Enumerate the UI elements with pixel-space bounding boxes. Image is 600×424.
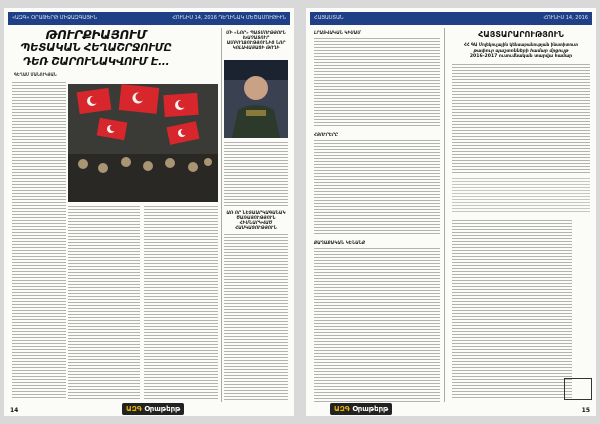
sidebar-text-2 <box>224 234 288 400</box>
page-number-left: 14 <box>10 407 19 414</box>
headline-line-2: ՊԵՏԱԿԱՆ ՀԵՂԱՇՐՋՈՒՄԸ <box>20 42 172 54</box>
news-text-2 <box>314 140 440 236</box>
header-left-text: «ԱԶԳ» ՕՐԱԹԵՐԹ ՄԻՋԱԶԳԱՅԻՆ <box>12 15 97 21</box>
protest-photo-art <box>68 84 218 202</box>
newspaper-page-right <box>306 8 596 416</box>
newspaper-logo-right <box>330 403 392 415</box>
newspaper-logo-left <box>122 403 184 415</box>
announcement-list <box>452 220 572 400</box>
sidebar-text-1 <box>224 142 288 206</box>
article-column-3 <box>144 206 218 400</box>
header-right-text: ՀՈՒՆԻՍ 14, 2016 ԴԵՂԻՆԱԿ ՄԵԾԱՄՈՒԹԻՒՆ <box>172 15 286 21</box>
announcement-title: ՀԱՅՏԱՐԱՐՈՒԹՅՈՒՆ <box>478 30 564 39</box>
announcement-subtitle-2: թափուր պաշտոնների համար մրցույթ <box>473 48 569 53</box>
page-number-right: 15 <box>581 407 590 414</box>
logo-mark: ԱԶԳ <box>126 405 142 413</box>
sidebar-title-2: ԱՌ ՈՐ ՆԵՏԱԱՐԿԱԳԱՆԱԿ ԾԱՌԱՅՈՒԹՅՈՒՆ ՀԻՄՆԱՐԿՎԱԾ ՀԱՍԿԱՑՈՒԹՅՈՒՆ <box>226 210 286 230</box>
byline: ԳԵՂԱՄ ՄԱՆՈՒԿՅԱՆ <box>14 72 57 77</box>
logo-tail-right: Օրաթերթ <box>352 405 389 413</box>
column-divider <box>221 28 222 402</box>
contact-box <box>564 378 592 400</box>
news-text-3 <box>314 248 440 402</box>
protest-photo <box>68 84 218 202</box>
announcement-body <box>452 64 590 174</box>
official-portrait <box>224 60 288 138</box>
section-title-2: ՀՅՈՒՐԵՐԸ <box>314 132 339 137</box>
page-header-left <box>8 12 290 25</box>
section-title-1: ԼՐԱՏՎԱԿԱՆ ԿԻՍԱՄ <box>314 30 361 35</box>
article-column-1 <box>12 82 66 400</box>
announcement-subtitle-1: ՀՀ ԳԱ Մոլեկուլային կենսաբանության ինստիտուտ <box>464 42 578 47</box>
article-column-2 <box>68 206 140 400</box>
header-left-text-right: ՀԱՅԱՍՏԱՆ <box>314 15 344 21</box>
sidebar-title: ՄԻ «ՆՈՐ» ՊԱՏՄՈՒԹՅՈՒՆ ԽԱՉԱՏՈՒՐ ԱՄԲՈՂՋՈՒԹՅՈՒՆԻՑ ՆՈՐ ԿՈԼԱՎԱՅԱՑԻ ԹՈՂԻ <box>226 30 286 50</box>
column-divider-right <box>444 28 445 402</box>
logo-tail: Օրաթերթ <box>144 405 181 413</box>
newspaper-page-left <box>4 8 294 416</box>
announcement-year: 2016-2017 ուսումնական տարվա համար <box>469 54 573 59</box>
official-portrait-art <box>224 60 288 138</box>
section-title-3: ՔԱՂԱՔԱԿԱՆ ԿԵՆԱՆՔ <box>314 240 366 245</box>
headline-line-1: ԹՈՒՐՔԻԱՅՈՒՄ <box>45 28 147 42</box>
logo-mark-right: ԱԶԳ <box>334 405 350 413</box>
headline-line-3: ԴԵՌ ՇԱՐՈՒՆԱԿՎՈՒՄ Է... <box>22 56 170 68</box>
header-right-text-right: ՀՈՒՆԻՍ 14, 2016 <box>543 15 588 21</box>
news-text-1 <box>314 38 440 128</box>
announcement-italic-note <box>452 178 590 214</box>
page-header-right <box>310 12 592 25</box>
